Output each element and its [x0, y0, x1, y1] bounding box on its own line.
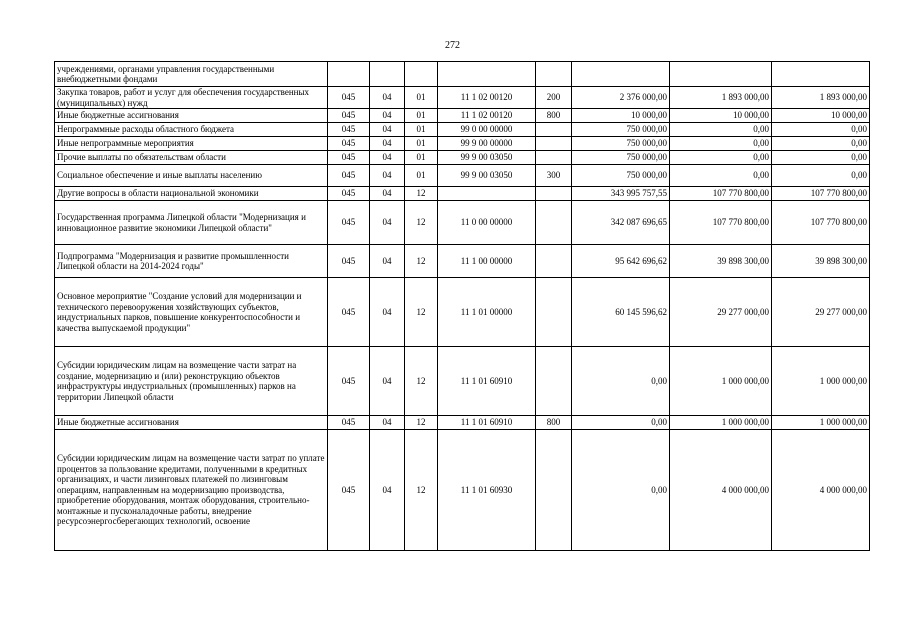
row-target-article-cell: 11 1 02 00120 — [438, 109, 536, 123]
row-expense-type-cell: 200 — [536, 87, 572, 109]
table-row — [55, 87, 870, 109]
row-target-article-cell — [438, 187, 536, 201]
row-amount-3-cell: 107 770 800,00 — [772, 201, 870, 245]
row-amount-1-cell: 0,00 — [572, 416, 670, 430]
row-ministry-code-cell: 045 — [328, 201, 370, 245]
row-amount-3-cell: 0,00 — [772, 137, 870, 151]
row-ministry-code-cell: 045 — [328, 416, 370, 430]
row-amount-3-cell: 0,00 — [772, 123, 870, 137]
row-target-article-cell: 11 0 00 00000 — [438, 201, 536, 245]
budget-table-body — [55, 62, 870, 551]
row-amount-2-cell: 29 277 000,00 — [670, 278, 772, 347]
row-target-article-cell: 99 0 00 00000 — [438, 123, 536, 137]
row-ministry-code-cell: 045 — [328, 165, 370, 187]
row-subsection-code-cell: 01 — [405, 137, 438, 151]
row-amount-1-cell: 0,00 — [572, 430, 670, 551]
row-amount-1-cell: 750 000,00 — [572, 123, 670, 137]
table-row — [55, 430, 870, 551]
row-amount-3-cell: 4 000 000,00 — [772, 430, 870, 551]
table-row — [55, 278, 870, 347]
row-expense-type-cell — [536, 123, 572, 137]
row-amount-2-cell: 1 000 000,00 — [670, 416, 772, 430]
row-name-cell: Непрограммные расходы областного бюджета — [55, 123, 328, 137]
row-amount-3-cell: 0,00 — [772, 165, 870, 187]
row-ministry-code-cell: 045 — [328, 137, 370, 151]
row-ministry-code-cell: 045 — [328, 245, 370, 278]
row-target-article-cell: 11 1 01 60910 — [438, 347, 536, 416]
table-row — [55, 62, 870, 87]
row-name-cell: Основное мероприятие "Создание условий для модернизации и технического перевооружения хозяйствующих субъектов, индустриальных парков, повышение конкурентоспособности и качества выпускаемой продукции" — [55, 278, 328, 347]
row-name-cell: Иные непрограммные мероприятия — [55, 137, 328, 151]
row-section-code-cell: 04 — [370, 165, 405, 187]
row-subsection-code-cell: 01 — [405, 151, 438, 165]
row-name-cell: Субсидии юридическим лицам на возмещение части затрат по уплате процентов за пользование кредитами, полученными в кредитных организациях, и части лизинговых платежей по лизинговым операциям, направленным на модернизацию производства, приобретение оборудования, монтаж оборудования, строительно-монтажные и пусконаладочные работы, внедрение ресурсоэнергосберегающих технологий, освоение — [55, 430, 328, 551]
table-row — [55, 245, 870, 278]
row-expense-type-cell: 800 — [536, 109, 572, 123]
row-section-code-cell: 04 — [370, 123, 405, 137]
row-amount-2-cell — [670, 62, 772, 87]
row-amount-2-cell: 4 000 000,00 — [670, 430, 772, 551]
row-name-cell: Иные бюджетные ассигнования — [55, 109, 328, 123]
row-subsection-code-cell — [405, 62, 438, 87]
row-ministry-code-cell: 045 — [328, 151, 370, 165]
row-expense-type-cell — [536, 62, 572, 87]
row-name-cell: Прочие выплаты по обязательствам области — [55, 151, 328, 165]
row-amount-2-cell: 0,00 — [670, 165, 772, 187]
row-expense-type-cell — [536, 137, 572, 151]
row-amount-1-cell: 60 145 596,62 — [572, 278, 670, 347]
row-ministry-code-cell: 045 — [328, 123, 370, 137]
row-section-code-cell: 04 — [370, 201, 405, 245]
row-amount-2-cell: 0,00 — [670, 151, 772, 165]
row-expense-type-cell — [536, 201, 572, 245]
row-amount-1-cell: 10 000,00 — [572, 109, 670, 123]
row-expense-type-cell — [536, 430, 572, 551]
row-amount-3-cell: 0,00 — [772, 151, 870, 165]
row-amount-3-cell: 1 000 000,00 — [772, 347, 870, 416]
row-section-code-cell: 04 — [370, 137, 405, 151]
row-ministry-code-cell — [328, 62, 370, 87]
row-subsection-code-cell: 12 — [405, 416, 438, 430]
row-amount-3-cell: 10 000,00 — [772, 109, 870, 123]
row-subsection-code-cell: 01 — [405, 87, 438, 109]
row-ministry-code-cell: 045 — [328, 347, 370, 416]
row-amount-1-cell: 750 000,00 — [572, 137, 670, 151]
table-row — [55, 123, 870, 137]
row-section-code-cell: 04 — [370, 245, 405, 278]
row-subsection-code-cell: 12 — [405, 278, 438, 347]
row-expense-type-cell — [536, 278, 572, 347]
row-subsection-code-cell: 12 — [405, 187, 438, 201]
row-target-article-cell — [438, 62, 536, 87]
row-subsection-code-cell: 01 — [405, 165, 438, 187]
table-row — [55, 187, 870, 201]
table-row — [55, 347, 870, 416]
row-name-cell: Иные бюджетные ассигнования — [55, 416, 328, 430]
row-target-article-cell: 11 1 01 60930 — [438, 430, 536, 551]
row-expense-type-cell: 800 — [536, 416, 572, 430]
row-ministry-code-cell: 045 — [328, 87, 370, 109]
row-subsection-code-cell: 12 — [405, 245, 438, 278]
table-row — [55, 137, 870, 151]
row-section-code-cell: 04 — [370, 347, 405, 416]
row-section-code-cell — [370, 62, 405, 87]
row-amount-2-cell: 107 770 800,00 — [670, 201, 772, 245]
row-expense-type-cell — [536, 347, 572, 416]
row-amount-1-cell: 95 642 696,62 — [572, 245, 670, 278]
row-ministry-code-cell: 045 — [328, 278, 370, 347]
row-expense-type-cell: 300 — [536, 165, 572, 187]
row-section-code-cell: 04 — [370, 109, 405, 123]
table-row — [55, 201, 870, 245]
table-row — [55, 109, 870, 123]
row-amount-2-cell: 0,00 — [670, 123, 772, 137]
row-section-code-cell: 04 — [370, 430, 405, 551]
row-target-article-cell: 11 1 02 00120 — [438, 87, 536, 109]
row-amount-2-cell: 0,00 — [670, 137, 772, 151]
row-amount-3-cell: 107 770 800,00 — [772, 187, 870, 201]
row-amount-1-cell: 342 087 696,65 — [572, 201, 670, 245]
row-subsection-code-cell: 12 — [405, 201, 438, 245]
row-subsection-code-cell: 12 — [405, 430, 438, 551]
row-name-cell: Другие вопросы в области национальной экономики — [55, 187, 328, 201]
row-name-cell: Государственная программа Липецкой области "Модернизация и инновационное развитие экономики Липецкой области" — [55, 201, 328, 245]
row-target-article-cell: 99 9 00 03050 — [438, 165, 536, 187]
page-number: 272 — [445, 40, 460, 51]
row-target-article-cell: 99 9 00 00000 — [438, 137, 536, 151]
table-row — [55, 416, 870, 430]
row-name-cell: Социальное обеспечение и иные выплаты населению — [55, 165, 328, 187]
row-amount-1-cell: 750 000,00 — [572, 151, 670, 165]
row-amount-1-cell: 343 995 757,55 — [572, 187, 670, 201]
row-expense-type-cell — [536, 187, 572, 201]
row-section-code-cell: 04 — [370, 187, 405, 201]
row-amount-1-cell: 0,00 — [572, 347, 670, 416]
row-target-article-cell: 11 1 01 00000 — [438, 278, 536, 347]
table-row — [55, 151, 870, 165]
row-amount-2-cell: 1 000 000,00 — [670, 347, 772, 416]
row-section-code-cell: 04 — [370, 87, 405, 109]
row-section-code-cell: 04 — [370, 278, 405, 347]
row-ministry-code-cell: 045 — [328, 187, 370, 201]
row-name-cell: учреждениями, органами управления государственными внебюджетными фондами — [55, 62, 328, 87]
row-ministry-code-cell: 045 — [328, 430, 370, 551]
row-subsection-code-cell: 12 — [405, 347, 438, 416]
row-expense-type-cell — [536, 151, 572, 165]
row-target-article-cell: 11 1 01 60910 — [438, 416, 536, 430]
row-target-article-cell: 11 1 00 00000 — [438, 245, 536, 278]
row-expense-type-cell — [536, 245, 572, 278]
row-subsection-code-cell: 01 — [405, 109, 438, 123]
row-subsection-code-cell: 01 — [405, 123, 438, 137]
row-amount-2-cell: 1 893 000,00 — [670, 87, 772, 109]
table-row — [55, 165, 870, 187]
row-name-cell: Закупка товаров, работ и услуг для обеспечения государственных (муниципальных) нужд — [55, 87, 328, 109]
row-section-code-cell: 04 — [370, 151, 405, 165]
row-amount-3-cell: 39 898 300,00 — [772, 245, 870, 278]
budget-table — [54, 61, 870, 551]
row-ministry-code-cell: 045 — [328, 109, 370, 123]
row-target-article-cell: 99 9 00 03050 — [438, 151, 536, 165]
row-amount-2-cell: 107 770 800,00 — [670, 187, 772, 201]
row-section-code-cell: 04 — [370, 416, 405, 430]
row-amount-1-cell — [572, 62, 670, 87]
row-amount-3-cell: 29 277 000,00 — [772, 278, 870, 347]
row-name-cell: Подпрограмма "Модернизация и развитие промышленности Липецкой области на 2014-2024 годы" — [55, 245, 328, 278]
row-amount-3-cell — [772, 62, 870, 87]
row-amount-2-cell: 10 000,00 — [670, 109, 772, 123]
row-amount-3-cell: 1 893 000,00 — [772, 87, 870, 109]
row-amount-1-cell: 2 376 000,00 — [572, 87, 670, 109]
row-amount-1-cell: 750 000,00 — [572, 165, 670, 187]
row-amount-2-cell: 39 898 300,00 — [670, 245, 772, 278]
row-amount-3-cell: 1 000 000,00 — [772, 416, 870, 430]
row-name-cell: Субсидии юридическим лицам на возмещение части затрат на создание, модернизацию и (или) реконструкцию объектов инфраструктуры индустриальных (промышленных) парков на территории Липецкой области — [55, 347, 328, 416]
